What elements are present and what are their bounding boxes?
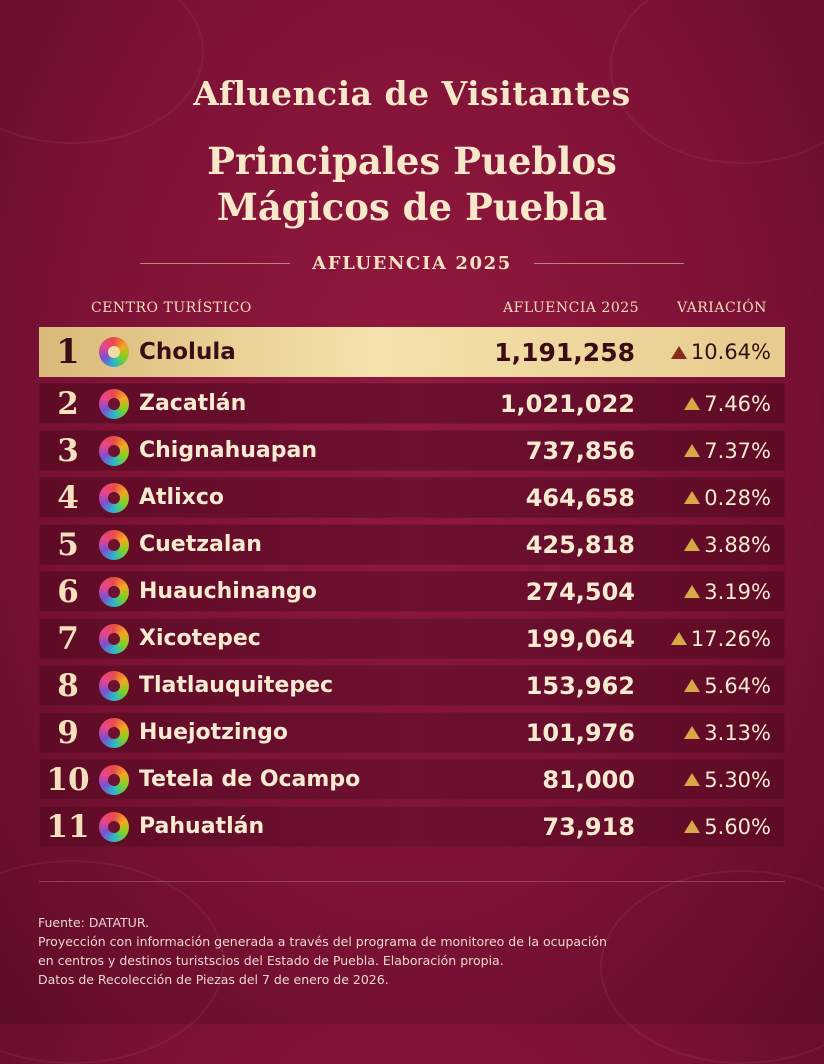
row-variation-value: 5.64%	[704, 673, 771, 698]
row-rank: 11	[46, 808, 90, 845]
row-variation	[684, 571, 771, 612]
pueblos-magicos-logo-icon	[99, 389, 129, 419]
row-name: Cuetzalan	[139, 532, 262, 557]
row-rank: 8	[57, 667, 79, 704]
triangle-up-icon	[671, 346, 687, 359]
row-name: Tlatlauquitepec	[139, 673, 334, 698]
row-rank: 2	[57, 385, 79, 422]
row-variation-value: 5.60%	[704, 814, 771, 839]
page-title-line-2: Mágicos de Puebla	[216, 185, 608, 229]
footer-note-line-1: Proyección con información generada a través del programa de monitoreo de la ocupación	[38, 934, 607, 949]
row-variation-value: 3.88%	[704, 532, 771, 557]
table-row	[39, 618, 785, 659]
row-rank: 6	[57, 573, 79, 610]
table-row	[39, 477, 785, 518]
column-header-variacion: VARIACIÓN	[677, 300, 767, 316]
pueblos-magicos-logo-icon	[99, 483, 129, 513]
row-variation	[671, 618, 771, 659]
row-value: 73,918	[542, 812, 635, 841]
subtitle-divider-right	[534, 263, 684, 264]
table-row	[39, 759, 785, 800]
row-value: 199,064	[525, 624, 635, 653]
table-row	[39, 383, 785, 424]
pueblos-magicos-logo-icon	[99, 577, 129, 607]
pueblos-magicos-logo-icon	[99, 718, 129, 748]
footer-divider	[39, 881, 785, 882]
row-rank: 10	[46, 761, 90, 798]
row-variation	[684, 712, 771, 753]
ranking-table	[39, 327, 785, 853]
row-rank: 4	[57, 479, 79, 516]
row-name: Zacatlán	[139, 391, 247, 416]
row-name: Xicotepec	[139, 626, 261, 651]
row-value: 274,504	[525, 577, 635, 606]
row-rank: 7	[57, 620, 79, 657]
triangle-up-icon	[684, 397, 700, 410]
row-value: 1,021,022	[499, 389, 635, 418]
row-rank: 5	[57, 526, 79, 563]
row-name: Atlixco	[139, 485, 224, 510]
row-variation	[671, 327, 771, 377]
pueblos-magicos-logo-icon	[99, 765, 129, 795]
row-value: 1,191,258	[494, 337, 635, 367]
row-name: Tetela de Ocampo	[139, 767, 361, 792]
footer-notes	[38, 913, 798, 989]
triangle-up-icon	[684, 820, 700, 833]
row-name: Chignahuapan	[139, 438, 318, 463]
row-variation-value: 0.28%	[704, 485, 771, 510]
triangle-up-icon	[684, 491, 700, 504]
row-variation-value: 7.46%	[704, 391, 771, 416]
row-value: 153,962	[525, 671, 635, 700]
footer-source: Fuente: DATATUR.	[38, 915, 150, 930]
row-variation	[684, 383, 771, 424]
triangle-up-icon	[684, 726, 700, 739]
row-variation	[684, 430, 771, 471]
triangle-up-icon	[684, 773, 700, 786]
row-name: Huejotzingo	[139, 720, 289, 745]
table-row	[39, 524, 785, 565]
row-variation	[684, 665, 771, 706]
table-row	[39, 806, 785, 847]
triangle-up-icon	[684, 444, 700, 457]
subtitle-row	[140, 250, 684, 276]
pueblos-magicos-logo-icon	[99, 624, 129, 654]
row-name: Pahuatlán	[139, 814, 265, 839]
page-title-line-1: Principales Pueblos	[207, 139, 617, 183]
background-swirl	[0, 0, 204, 144]
table-row	[39, 430, 785, 471]
subtitle: AFLUENCIA 2025	[312, 252, 512, 274]
pueblos-magicos-logo-icon	[99, 436, 129, 466]
header-title: Afluencia de Visitantes	[193, 74, 631, 113]
triangle-up-icon	[671, 632, 687, 645]
row-variation	[684, 806, 771, 847]
table-row	[39, 571, 785, 612]
footer-note-line-3: Datos de Recolección de Piezas del 7 de enero de 2026.	[38, 972, 389, 987]
row-variation-value: 10.64%	[690, 340, 771, 364]
column-header-afluencia: AFLUENCIA 2025	[503, 300, 640, 316]
row-name: Huauchinango	[139, 579, 317, 604]
pueblos-magicos-logo-icon	[99, 671, 129, 701]
row-variation-value: 7.37%	[704, 438, 771, 463]
triangle-up-icon	[684, 679, 700, 692]
row-variation	[684, 477, 771, 518]
triangle-up-icon	[684, 538, 700, 551]
table-row	[39, 712, 785, 753]
row-variation-value: 3.13%	[704, 720, 771, 745]
row-variation	[684, 759, 771, 800]
row-value: 737,856	[525, 436, 635, 465]
footer-note-line-2: en centros y destinos turistscios del Estado de Puebla. Elaboración propia.	[38, 953, 504, 968]
column-header-center: CENTRO TURÍSTICO	[91, 300, 252, 316]
row-variation	[684, 524, 771, 565]
row-rank: 1	[56, 332, 80, 372]
row-variation-value: 17.26%	[690, 626, 771, 651]
pueblos-magicos-logo-icon	[99, 530, 129, 560]
pueblos-magicos-logo-icon	[99, 337, 129, 367]
row-value: 464,658	[525, 483, 635, 512]
pueblos-magicos-logo-icon	[99, 812, 129, 842]
row-value: 101,976	[525, 718, 635, 747]
row-variation-value: 3.19%	[704, 579, 771, 604]
table-row	[39, 327, 785, 377]
row-rank: 3	[57, 432, 79, 469]
triangle-up-icon	[684, 585, 700, 598]
page-title	[0, 138, 824, 230]
row-value: 425,818	[525, 530, 635, 559]
row-name: Cholula	[139, 339, 236, 365]
row-value: 81,000	[542, 765, 635, 794]
row-variation-value: 5.30%	[704, 767, 771, 792]
row-rank: 9	[57, 714, 79, 751]
table-row	[39, 665, 785, 706]
subtitle-divider-left	[140, 263, 290, 264]
